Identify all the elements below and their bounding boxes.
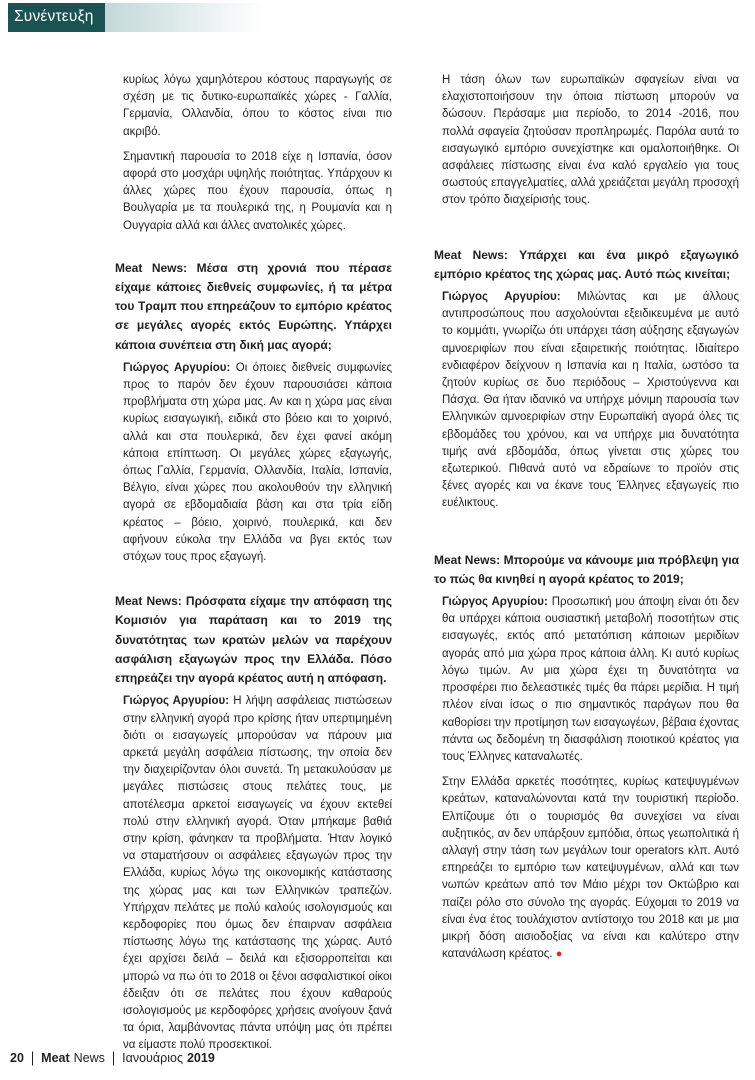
interview-question: Meat News: Υπάρχει και ένα μικρό εξαγωγικό εμπόριο κρέατος της χώρας μας. Αυτό πώς κινείται;: [434, 247, 739, 281]
article-body: [115, 72, 739, 1055]
interview-question: Meat News: Μέσα στη χρονιά που πέρασε είχαμε κάποιες διεθνείς συμφωνίες, ή τα μέτρα του Τραμπ που επηρεάζουν το εμπόριο κρέατος σε μεγάλες αγορές εκτός Ευρώπης. Υπάρχει κάποια συνέπεια στη δική μας αγορά;: [115, 260, 392, 352]
speaker-name: Γιώργος Αργυρίου:: [123, 361, 231, 374]
interview-answer-continuation: [434, 774, 739, 963]
interview-question: Meat News: Πρόσφατα είχαμε την απόφαση της Κομισιόν για παράταση και το 2019 της δυνατότητας των κρατών μελών να παρέχουν ασφάλιση εξαγωγών προς την Ελλάδα. Πόσο επηρεάζει την αγορά κρέατος αυτή η απόφαση.: [115, 594, 392, 686]
page-footer: [10, 1051, 215, 1065]
answer-text: Η λήψη ασφάλειας πιστώσεων στην ελληνική αγορά προ κρίσης ήταν υπερτιμημένη διότι οι εισαγωγείς μπορούσαν να πάρουν μια αρκετά μεγάλη ασφάλεια πίστωσης, την οποία δεν την διαχειρίζονταν όλοι συνετά. Τη μετακυλούσαν με μεγάλες πιστώσεις στους πελάτες τους, με αποτέλεσμα αρκετοί εισαγωγείς να έχουν εκτεθεί πολύ στην ελληνική αγορά. Όταν μπήκαμε βαθιά στην κρίση, φάνηκαν τα προβλήματα. Ήταν λογικό να σταματήσουν οι ασφάλειες εξαγωγών προς την Ελλάδα, κυρίως λόγω της οικονομικής κατάστασης της χώρας μας και των Ελληνικών τραπεζών. Υπήρχαν πελάτες με πολύ καλούς ισολογισμούς και κερδοφορίες που όμως δεν έπαιρναν ασφάλεια πίστωσης λόγω της κατάστασης της χώρας. Αυτό έχει αρχίσει δειλά – δειλά και εξισορροπείται και μπορώ να πω ότι το 2018 οι ξένοι ασφαλιστικοί οίκοι έδειξαν ότι σε πελάτες που έχουν καθαρούς ισολογισμούς με κερδοφόρες χρήσεις ανοίγουν ξανά τα όρια, λαμβάνοντας πάντα υπόψη μας ότι πρέπει να είμαστε πολύ προσεκτικοί.: [123, 695, 392, 1052]
footer-separator: |: [30, 1049, 35, 1067]
brand-bold: Meat: [41, 1051, 70, 1065]
end-of-article-dot: ●: [555, 948, 563, 961]
answer-text: Στην Ελλάδα αρκετές ποσότητες, κυρίως κατεψυγμένων κρεάτων, καταναλώνονται κατά την τουριστική περίοδο. Ελπίζουμε ότι ο τουρισμός θα συνεχίσει να είναι αυξητικός, αν δεν υπάρξουν εμπόδια, όπως γεωπολιτικά ή αλλαγή στην τάση των μεγάλων tour operators κλπ. Αυτό επηρεάζει το εμπόριο των κατεψυγμένων, αλλά και των νωπών κρεάτων από τον Μάιο μέχρι τον Οκτώβριο και παίζει ρόλο στο σύνολο της αγοράς. Εύχομαι το 2019 να είναι ένα έτος τουλάχιστον αντίστοιχο του 2018 και με μια μικρή δόση αισιοδοξίας να είναι και καλύτερο στην κατανάλωση κρέατος.: [442, 776, 739, 961]
section-header: [8, 3, 263, 32]
issue-date: [122, 1051, 215, 1065]
issue-year: 2019: [186, 1051, 215, 1065]
interview-answer: [115, 360, 392, 566]
issue-month: Ιανουάριος: [122, 1051, 183, 1065]
section-header-tab: [8, 3, 105, 32]
interview-answer: [434, 289, 739, 513]
interview-answer: [115, 693, 392, 1054]
body-paragraph: Σημαντική παρουσία το 2018 είχε η Ισπανία, όσον αφορά στο μοσχάρι υψηλής ποιότητας. Υπάρχουν κι άλλες χώρες που έχουν παρουσία, όπως η Βουλγαρία με τα πουλερικά της, η Ρουμανία και η Ουγγαρία αλλά και άλλες ανατολικές χώρες.: [123, 150, 392, 232]
footer-separator: |: [111, 1049, 116, 1067]
interview-answer: [434, 594, 739, 766]
section-title: Συνέντευξη: [14, 7, 94, 25]
speaker-name: Γιώργος Αργυρίου:: [442, 291, 561, 304]
interview-question: Meat News: Μπορούμε να κάνουμε μια πρόβλεψη για το πώς θα κινηθεί η αγορά κρέατος το 2019;: [434, 552, 739, 586]
left-column: [115, 72, 392, 1055]
speaker-name: Γιώργος Αργυρίου:: [442, 596, 548, 609]
magazine-brand: [41, 1051, 105, 1065]
brand-regular: News: [73, 1051, 105, 1065]
answer-text: Οι όποιες διεθνείς συμφωνίες προς το παρόν δεν έχουν παρουσιάσει κάποια προβλήματα στη χώρα μας. Αν και η χώρα μας είναι κυρίως εισαγωγική, ειδικά στο βόειο και το χοιρινό, αλλά και στα πουλερικά, δεν έχει φανεί ακόμη κάποια επίπτωση. Οι μεγάλες χώρες εξαγωγής, όπως Γαλλία, Γερμανία, Ολλανδία, Ιταλία, Ισπανία, Βέλγιο, είναι χώρες που ακολουθούν την ελληνική αγορά σε εβδομαδιαία βάση και στα τρία είδη κρέατος – βόειο, χοιρινό, πουλερικά, και δεν αφήνουν εύκολα την Ελλάδα να βγει εκτός των στόχων τους προς εξαγωγή.: [123, 361, 392, 564]
right-column: [434, 72, 739, 1055]
header-gradient-band: [105, 3, 263, 32]
speaker-name: Γιώργος Αργυρίου:: [123, 695, 230, 708]
answer-text: Μιλώντας και με άλλους αντιπροσώπους που ασχολούνται εξειδικευμένα με αυτό το κομμάτι, γνωρίζω ότι υπάρχει τάση αύξησης εξαγωγών αμνοεριφίων που είναι εξαιρετικής ποιότητας. Ιδιαίτερο ενδιαφέρον δείχνουν η Ισπανία και η Ιταλία, ωστόσο τα ζητούν κυρίως σε δυο περιόδους – Χριστούγεννα και Πάσχα. Θα ήταν ιδανικό να υπήρχε μόνιμη παρουσία των Ελληνικών αμνοεριφίων στην Ευρωπαϊκή αγορά όλες τις εβδομάδες του χρόνου, και να υπήρχε μια δυνατότητα τιμής ανά εβδομάδα, όπως γίνεται στις χώρες του εξωτερικού. Πιθανά αυτό να εδραίωνε το προϊόν στις ξένες αγορές και να έκανε τους Έλληνες εξαγωγείς πιο ευέλικτους.: [442, 291, 739, 510]
body-paragraph: Η τάση όλων των ευρωπαϊκών σφαγείων είναι να ελαχιστοποιήσουν την όποια πίστωση μπορούν να δώσουν. Περάσαμε μια περίοδο, το 2014 -2016, που πολλά σφαγεία ζητούσαν προπληρωμές. Παρόλα αυτά το εισαγωγικό εμπόριο συνεχίστηκε και ομαλοποιήθηκε. Οι ασφάλειες πίστωσης είναι ένα καλό εργαλείο για τους σωστούς επαγγελματίες, αλλά χρειάζεται μεγάλη προσοχή στον τρόπο διαχείρισής τους.: [442, 74, 739, 207]
body-paragraph: κυρίως λόγω χαμηλότερου κόστους παραγωγής σε σχέση με τις δυτικο-ευρωπαϊκές χώρες - Γαλλία, Γερμανία, Ολλανδία, όπου το κόστος είναι πιο ακριβό.: [123, 74, 392, 138]
answer-text: Προσωπική μου άποψη είναι ότι δεν θα υπάρχει κάποια ουσιαστική μεταβολή ποσοτήτων στις εισαγωγές, εκτός από μετατόπιση κάποιων μεριδίων αγοράς από μια χώρα προς κάποια άλλη. Κι αυτό κυρίως λόγω τιμών. Αν μια χώρα έχει τη δυνατότητα να προσφέρει πιο δελεαστικές τιμές θα πάρει μερίδια. Η τιμή πλέον είναι ίσως ο πιο σημαντικός παράγων που θα καθορίσει την προτίμηση των εισαγωγέων, βέβαια έχοντας πάντα ως δεδομένη τη διασφάλιση ποιοτικού κρέατος για τους Έλληνες καταναλωτές.: [442, 596, 739, 763]
page-number: 20: [10, 1051, 24, 1065]
